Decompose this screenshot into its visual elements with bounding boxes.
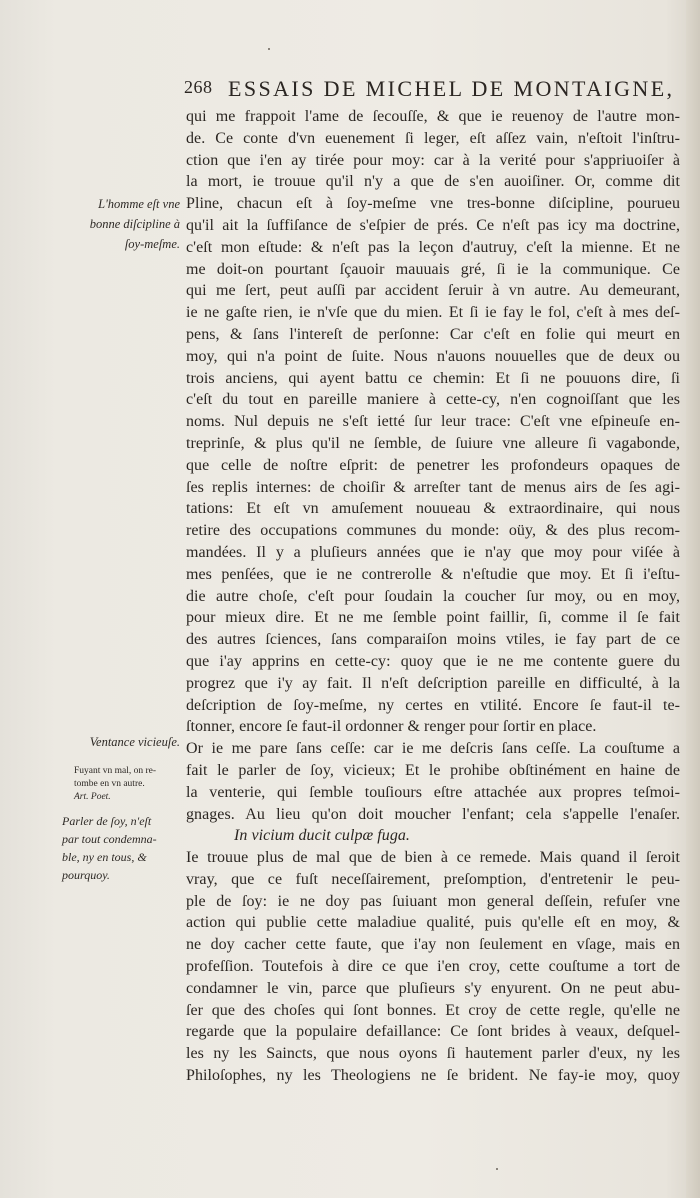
margin-note-fuyant — [74, 765, 184, 804]
body-line: profeſſion. Toutefois à dire ce que i'en croy, cette couſtume a tort de — [186, 958, 680, 976]
latin-quotation: In vicium ducit culpæ fuga. — [234, 827, 410, 845]
body-line: Or ie me pare ſans ceſſe: car ie me deſcris ſans ceſſe. La couſtume a — [186, 740, 680, 758]
body-line: mes penſées, que ie ne contrerolle & n'eſtudie que moy. Et ſi i'eſtu- — [186, 565, 680, 583]
margin-note-line: L'homme eſt vne — [98, 197, 180, 211]
paper-speck — [268, 48, 270, 50]
margin-note-line: ſoy-meſme. — [124, 237, 180, 251]
margin-note-parler — [62, 812, 180, 884]
page-number: 268 — [184, 77, 213, 97]
margin-note-line: par tout condemna- — [62, 832, 157, 846]
body-line: die autre choſe, c'eſt pour ſoudain la coucher ſur moy, ou en moy, — [186, 587, 680, 605]
margin-note-line: tombe en vn autre. — [74, 779, 145, 789]
body-line: les ny les Saincts, que nous oyons ſi hautement parler d'eux, ny les — [186, 1045, 680, 1063]
body-line: la venterie, qui ſemble touſiours eſtre attachée aux propres teſmoi- — [186, 783, 680, 801]
body-line: pour mieux dire. Et ne me ſemble point faillir, ſi, comme il ſe fait — [186, 609, 680, 627]
body-line: que celle de noſtre eſprit: de penetrer les profondeurs opaques de — [186, 456, 680, 474]
body-line: que i'ay apprins en cette-cy: quoy que ie ne me contente guere du — [186, 652, 680, 670]
paper-speck — [496, 1168, 498, 1170]
margin-note-line: Fuyant vn mal, on re- — [74, 766, 157, 776]
body-line: mandées. Il y a pluſieurs années que ie n'ay que moy pour viſée à — [186, 543, 680, 561]
body-line: c'eſt mon eſtude: & n'eſt pas la leçon d'autruy, c'eſt la mienne. Et ne — [186, 238, 680, 256]
body-line: moy, qui n'a point de ſuite. Nous n'auons nouuelles que de deux ou — [186, 347, 680, 365]
body-line: ie ne gaſte rien, ie n'vſe que du mien. Et ſi ie fay le fol, c'eſt à mes deſ- — [186, 304, 680, 322]
body-line: qui me frappoit l'ame de ſecouſſe, & que ie reuenoy de l'autre mon- — [186, 108, 680, 125]
body-line: qui me ſert, peut auſſi par accident ſeruir à vn autre. Au demeurant, — [186, 282, 680, 300]
body-line: trois anciens, qui ayent battu ce chemin: Et ſi ne pouuons dire, ſi — [186, 369, 680, 387]
body-line: ne doy cacher cette faute, que i'ay non ſeulement en vſage, mais en — [186, 936, 680, 954]
body-line: ction que i'en ay tirée pour moy: car à la verité pour s'appriuoiſer à — [186, 151, 680, 169]
margin-note-line: Art. Poet. — [74, 792, 111, 802]
body-line: des autres ſciences, ſans comparaiſon moins vtiles, ie fay part de ce — [186, 631, 680, 649]
body-line: progrez que i'y ay fait. Il n'eſt deſcription pareille en difficulté, à la — [186, 674, 680, 692]
body-line: la mort, ie trouue qu'il n'y a que de s'en auoiſiner. Or, comme dit — [186, 173, 680, 191]
body-line: tations: Et eſt vn amuſement nouueau & extraordinaire, qui nous — [186, 500, 680, 518]
body-line: Philoſophes, ny les Theologiens ne ſe brident. Ne fay-ie moy, quoy — [186, 1067, 680, 1085]
body-line: condamner le vin, parce que pluſieurs s'y enyurent. On ne peut abu- — [186, 979, 680, 997]
margin-note-line: ble, ny en tous, & — [62, 850, 147, 864]
page-header — [184, 76, 684, 100]
body-line: ſtonner, encore ſe faut-il ordonner & renger pour ſortir en place. — [186, 718, 597, 736]
body-line: action qui publie cette maladiue qualité, puis qu'elle eſt en moy, & — [186, 914, 680, 932]
body-line: gnages. Au lieu qu'on doit moucher l'enfant; cela s'appelle l'enaſer. — [186, 805, 680, 823]
body-line: de. Ce conte d'vn euenement ſi leger, eſt aſſez vain, n'eſtoit l'inſtru- — [186, 129, 680, 147]
margin-note-line: Parler de ſoy, n'eſt — [62, 814, 152, 828]
body-line: Pline, chacun eſt à ſoy-meſme vne tres-bonne diſcipline, pourueu — [186, 195, 680, 213]
body-line: fait le parler de ſoy, vicieux; Et le prohibe obſtinément en haine de — [186, 761, 680, 779]
margin-note-ventance — [70, 732, 180, 752]
margin-note-line: pourquoy. — [62, 868, 110, 882]
body-line: deſcription de ſoy-meſme, ny certes en vtilité. Encore ſe faut-il te- — [186, 696, 680, 714]
body-line: treprinſe, & plus qu'il ne ſemble, de ſuiure vne alleure ſi vagabonde, — [186, 434, 680, 452]
margin-note-discipline — [70, 194, 180, 254]
margin-note-line: bonne diſcipline à — [89, 217, 180, 231]
body-line: Ie trouue plus de mal que de bien à ce remede. Mais quand il ſeroit — [186, 849, 680, 867]
body-line: pens, & ſans l'intereſt de perſonne: Car c'eſt en folie qui meurt en — [186, 325, 680, 343]
body-line: regarde que la populaire defaillance: Ce ſont brides à veaux, deſquel- — [186, 1023, 680, 1041]
body-line: vray, que ce fuſt neceſſairement, preſomption, d'entretenir le peu- — [186, 870, 680, 888]
body-line: c'eſt du tout en pareille maniere à cette-cy, n'en cognoiſſant que les — [186, 391, 680, 409]
adjacent-page-edge — [686, 0, 700, 1198]
body-line: retire des occupations communes du monde: oüy, & des plus recom- — [186, 522, 680, 540]
body-line: qu'il ait la ſuffiſance de s'eſpier de prés. Ce n'eſt pas icy ma doctrine, — [186, 216, 680, 234]
body-line: noms. Nul depuis ne s'eſt ietté ſur leur trace: C'eſt vne eſpineuſe en- — [186, 413, 680, 431]
body-line: ſes replis internes: de choiſir & arreſter tant de menus airs de ſes agi- — [186, 478, 680, 496]
margin-note-line: Ventance vicieuſe. — [89, 735, 180, 749]
body-line: ſer que des choſes qui ſont bonnes. Et croy de cette regle, qu'elle ne — [186, 1001, 680, 1019]
body-line: ple de ſoy: ie ne doy pas ſuiuant mon general deſſein, refuſer vne — [186, 892, 680, 910]
body-line: me doit-on pourtant ſçauoir mauuais gré, ſi ie la communique. Ce — [186, 260, 680, 278]
running-head: ESSAIS DE MICHEL DE MONTAIGNE, — [228, 76, 675, 101]
body-text — [186, 106, 680, 1087]
